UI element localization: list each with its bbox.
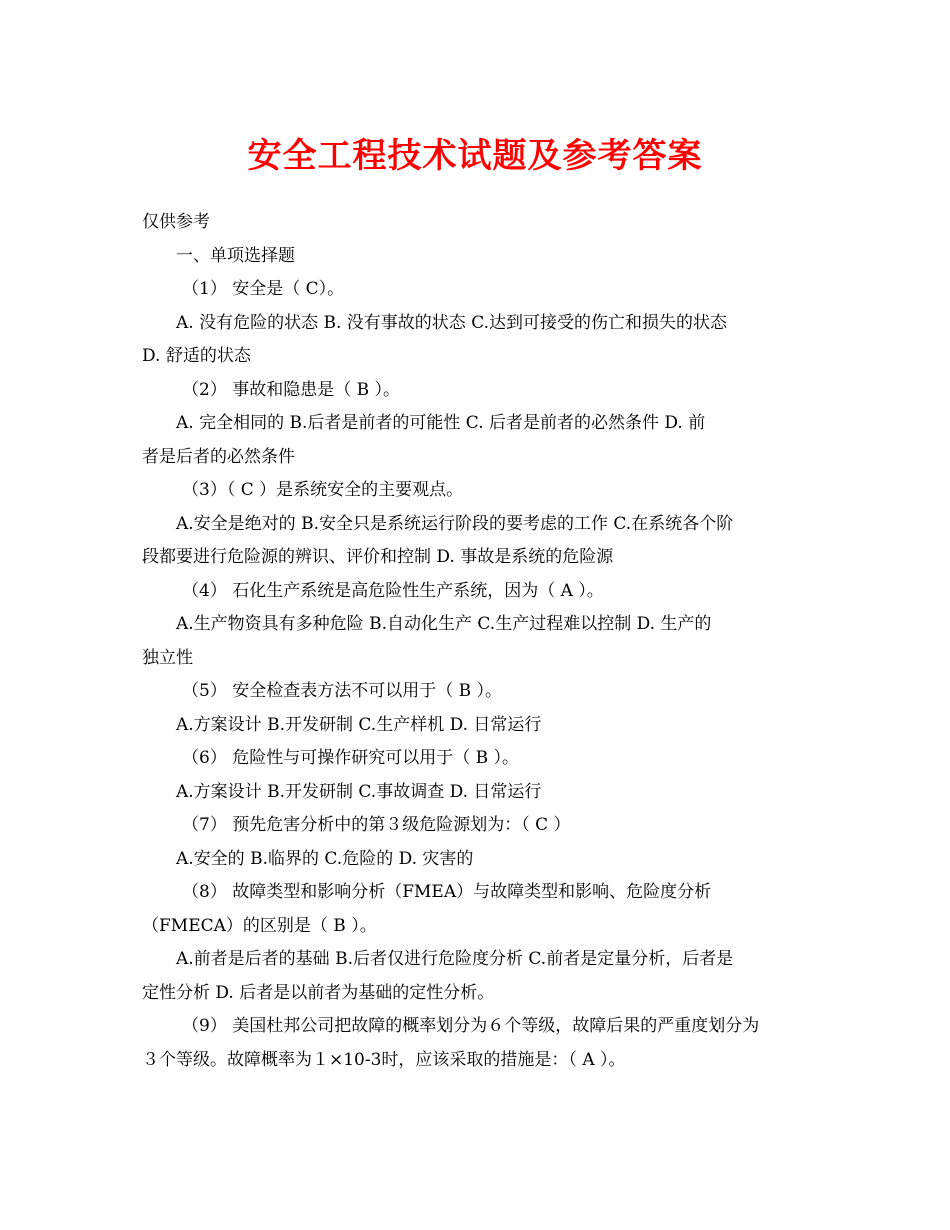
note-line: 仅供参考: [142, 212, 210, 232]
question-3-options-cont: 段都要进行危险源的辨识、评价和控制 D. 事故是系统的危险源: [142, 547, 614, 567]
question-2: （2） 事故和隐患是（ B ）。: [182, 379, 401, 400]
question-7-options: A.安全的 B.临界的 C.危险的 D. 灾害的: [176, 848, 474, 869]
question-7: （7） 预先危害分析中的第３级危险源划为：（ C ）: [182, 815, 571, 835]
section-heading: 一、单项选择题: [176, 245, 295, 266]
question-3-options: A.安全是绝对的 B.安全只是系统运行阶段的要考虑的工作 C.在系统各个阶: [176, 513, 734, 534]
question-9: （9） 美国杜邦公司把故障的概率划分为６个等级，故障后果的严重度划分为: [182, 1016, 760, 1036]
question-1-options-cont: D. 舒适的状态: [142, 346, 251, 366]
question-6-options: A.方案设计 B.开发研制 C.事故调查 D. 日常运行: [176, 781, 542, 802]
question-1: （1） 安全是（ C）。: [182, 279, 345, 299]
question-4-options-cont: 独立性: [142, 647, 193, 668]
question-4-options: A.生产物资具有多种危险 B.自动化生产 C.生产过程难以控制 D. 生产的: [176, 614, 712, 634]
question-8-options: A.前者是后者的基础 B.后者仅进行危险度分析 C.前者是定量分析，后者是: [176, 949, 734, 969]
question-8-options-cont: 定性分析 D. 后者是以前者为基础的定性分析。: [142, 982, 495, 1003]
question-3: （3）（ C ）是系统安全的主要观点。: [182, 480, 464, 500]
question-9-cont: ３个等级。故障概率为１×10-3时，应该采取的措施是：（ A ）。: [142, 1049, 626, 1070]
question-1-options: A. 没有危险的状态 B. 没有事故的状态 C.达到可接受的伤亡和损失的状态: [176, 312, 727, 333]
question-5: （5） 安全检查表方法不可以用于（ B ）。: [182, 681, 503, 701]
question-4: （4） 石化生产系统是高危险性生产系统，因为（ A ）。: [182, 580, 604, 601]
question-8-cont: （FMECA）的区别是（ B ）。: [142, 915, 377, 936]
document-title: 安全工程技术试题及参考答案: [247, 136, 703, 176]
question-6: （6） 危险性与可操作研究可以用于（ B ）。: [182, 748, 520, 768]
question-2-options-cont: 者是后者的必然条件: [142, 446, 295, 467]
question-8: （8） 故障类型和影响分析（FMEA）与故障类型和影响、危险度分析: [182, 882, 712, 902]
question-5-options: A.方案设计 B.开发研制 C.生产样机 D. 日常运行: [176, 714, 542, 735]
document-body: [142, 206, 812, 1077]
question-2-options: A. 完全相同的 B.后者是前者的可能性 C. 后者是前者的必然条件 D. 前: [176, 413, 706, 433]
